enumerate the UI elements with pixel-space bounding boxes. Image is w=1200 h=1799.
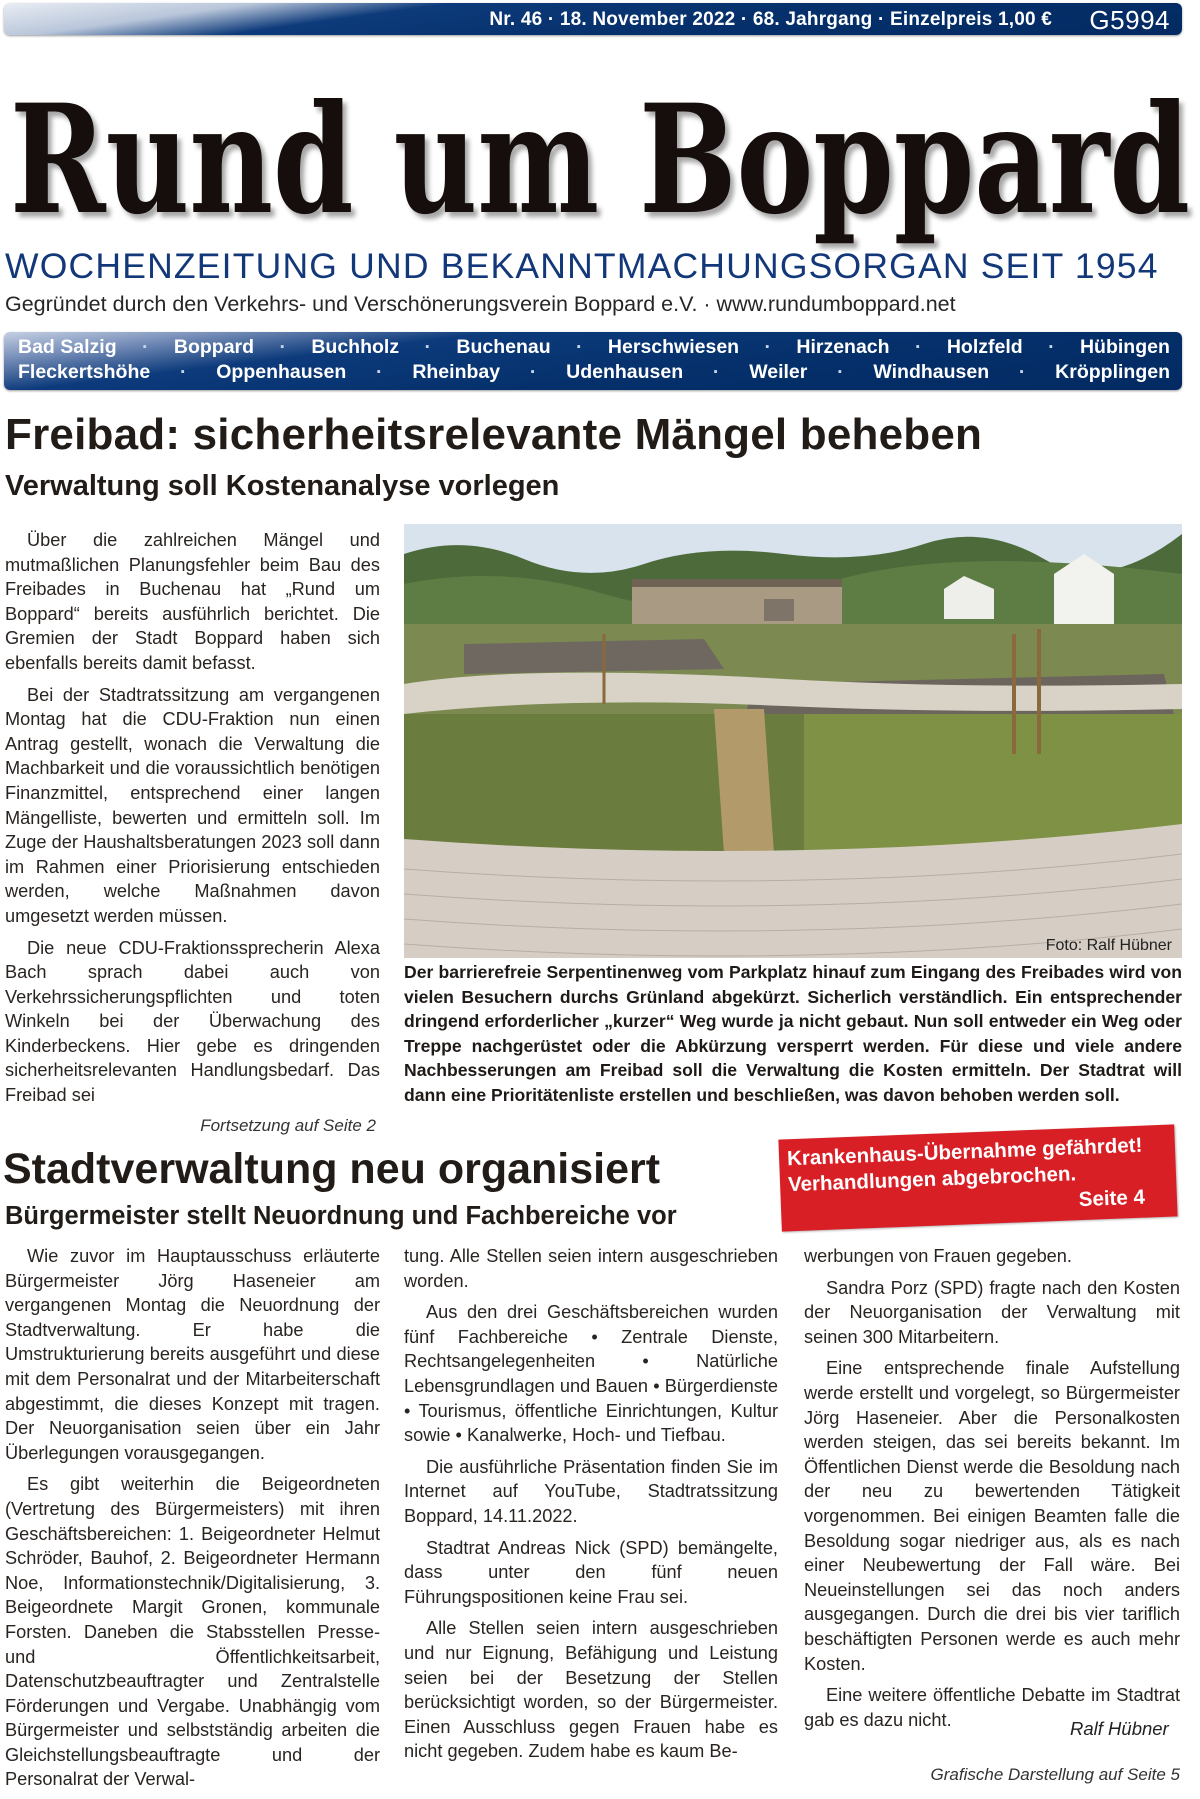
article1-body [5,528,380,1115]
separator: · [529,361,537,383]
article2-paragraph: Eine entsprechende finale Aufstellung werde erstellt und vorgelegt, so Bürgermeister Jörg Haseneier. Aber die Personalkosten werden steigen, das sei bereits bekannt. Im Öffentlichen Dienst werde die Besoldung nach der neu zu bewertenden Tätigkeit vorgenommen. Bei einigen Beamten falle die Besoldung sogar niedriger aus, als es nach einer Neubewertung der Fall wäre. Bei Neueinstellungen sei das noch anders ausgegangen. Durch die drei bis vier tariflich beschäftigten Personen werde es auch mehr Kosten. [804,1358,1180,1674]
places-row-2 [18,361,1170,384]
article2-paragraph: Wie zuvor im Hauptausschuss erläuterte Bürgermeister Jörg Haseneier am vergangenen Montag die Neuordnung der Stadtverwaltung. Er habe die Umstrukturierung bereits ausgeführt und diese mit dem Personalrat und der Mitarbeiterschaft abgestimmt, die dieses Konzept mit tragen. Der Neuorganisation seien über ein Jahr Überlegungen vorausgegangen. [5,1246,380,1463]
separator: · [142,336,149,358]
separator: · [837,361,844,383]
place-item: Weiler [749,361,808,383]
publication-code: G5994 [1089,5,1170,35]
place-item: Rheinbay [412,361,501,383]
places-row-1 [18,336,1170,359]
photo-credit: Foto: Ralf Hübner [1045,937,1172,954]
freibad-path-photo [404,524,1182,958]
place-item: Hirzenach [796,336,890,358]
article2-headline: Stadtverwaltung neu organisiert [3,1145,661,1193]
teaser-page-ref: Seite 4 [1078,1185,1146,1212]
masthead-title: Rund um Boppard [10,72,1190,248]
separator: · [712,361,720,383]
article2-column-1 [5,1244,380,1799]
masthead-logo-image [0,62,1200,252]
article1-photo [404,524,1182,958]
teaser-line-1: Krankenhaus-Übernahme gefährdet! [786,1133,1143,1171]
article2-paragraph: Die ausführliche Präsentation finden Sie im Internet auf YouTube, Stadtratssitzung Boppard, 14.11.2022. [404,1456,778,1526]
founded-line: Gegründet durch den Verkehrs- und Verschönerungsverein Boppard e.V. · www.rundumboppard.net [5,292,956,316]
article2-paragraph: Stadtrat Andreas Nick (SPD) bemängelte, dass unter den fünf neuen Führungspositionen keine Frau sei. [404,1537,778,1607]
article2-column-3 [804,1244,1180,1739]
teaser-box[interactable] [778,1124,1177,1231]
issue-info: Nr. 46 · 18. November 2022 · 68. Jahrgang · Einzelpreis 1,00 € [489,9,1052,30]
photo-caption: Der barrierefreie Serpentinenweg vom Parkplatz hinauf zum Eingang des Freibades wird von vielen Besuchern durchs Grünland abgekürzt. Sicherlich verständlich. Ein entsprechender dringend erforderlicher „kurzer“ Weg wurde ja nicht gebaut. Nun soll entweder ein Weg oder Treppe nachgerüstet oder die Abkürzung versperrt werden. Für diese und viele andere Nachbesserungen am Freibad soll die Verwaltung die Kosten ermitteln. Der Stadtrat will dann eine Prioritätenliste erstellen und beschließen, was davon behoben werden soll. [404,962,1182,1105]
separator: · [376,361,383,383]
place-item: Boppard [173,336,255,358]
graphic-reference: Grafische Darstellung auf Seite 5 [930,1765,1180,1784]
place-item: Hübingen [1079,336,1170,358]
separator: · [576,336,583,358]
place-item: Udenhausen [566,361,684,383]
author-byline: Ralf Hübner [1070,1718,1169,1739]
article2-paragraph: Sandra Porz (SPD) fragte nach den Kosten der Neuorganisation der Verwaltung mit seinen 300 Mitarbeitern. [804,1277,1180,1347]
article2-paragraph: Aus den drei Geschäftsbereichen wurden fünf Fachbereiche • Zentrale Dienste, Rechtsangelegenheiten • Natürliche Lebensgrundlagen und Bauen • Bürgerdienste • Tourismus, öffentliche Einrichtungen, Kultur sowie • Kanalwerke, Hoch- und Tiefbau. [404,1302,778,1446]
place-item: Windhausen [873,361,990,383]
place-item: Herschwiesen [607,336,740,358]
place-item: Buchholz [311,336,400,358]
article1-subheadline: Verwaltung soll Kostenanalyse vorlegen [5,470,560,502]
separator: · [424,336,431,358]
article1-paragraph: Über die zahlreichen Mängel und mutmaßlichen Planungsfehler beim Bau des Freibades in Buchenau hat „Rund um Boppard“ bereits ausführlich berichtet. Die Gremien der Stadt Boppard haben sich ebenfalls bereits damit befasst. [5,530,380,673]
place-item: Kröpplingen [1055,361,1170,383]
place-item: Bad Salzig [18,336,117,358]
masthead-logo [0,62,1200,252]
separator: · [279,336,286,358]
article2-paragraph: tung. Alle Stellen seien intern ausgeschrieben worden. [404,1246,778,1291]
separator: · [764,336,771,358]
article2-subheadline: Bürgermeister stellt Neuordnung und Fachbereiche vor [5,1202,677,1230]
place-item: Holzfeld [946,336,1023,358]
place-item: Fleckertshöhe [18,361,151,383]
tagline: WOCHENZEITUNG UND BEKANNTMACHUNGSORGAN SEIT 1954 [5,246,1159,286]
issue-bar [4,3,1182,35]
article2-paragraph: Es gibt weiterhin die Beigeordneten (Vertretung des Bürgermeisters) mit ihren Geschäftsbereichen: 1. Beigeordneter Helmut Schröder, Bauhof, 2. Beigeordneter Hermann Noe, Informationstechnik/Digitalisierung, 3. Beigeordnete Margit Gronen, kommunale Forsten. Daneben die Stabsstellen Presse- und Öffentlichkeitsarbeit, Datenschutzbeauftragter und Zentralstelle Förderungen und Vergabe. Unabhängig vom Bürgermeister und selbstständig arbeiten die Gleichstellungsbeauftragte und der Personalrat der Verwal- [5,1474,380,1790]
separator: · [914,336,922,358]
article1-paragraph: Die neue CDU-Fraktionssprecherin Alexa Bach sprach dabei auch von Verkehrssicherungspflichten und toten Winkeln bei der Überwachung des Kinderbeckens. Hier gebe es dringenden sicherheitsrelevanten Handlungsbedarf. Das Freibad sei [5,937,380,1106]
article2-column-2 [404,1244,778,1771]
separator: · [1048,336,1055,358]
places-bar [4,332,1182,390]
place-item: Oppenhausen [216,361,347,383]
article2-paragraph: werbungen von Frauen gegeben. [804,1246,1072,1266]
place-item: Buchenau [456,336,551,358]
article1-paragraph: Bei der Stadtratssitzung am vergangenen Montag hat die CDU-Fraktion nun einen Antrag gestellt, wonach die Verwaltung die Machbarkeit und die voraussichtlich benötigen Finanzmittel, entsprechend einer langen Mängelliste, bewerten und ermitteln soll. Im Zuge der Haushaltsberatungen 2023 soll dann im Rahmen einer Priorisierung entschieden werden, welche Maßnahmen davon umgesetzt werden müssen. [5,684,380,926]
article1-headline: Freibad: sicherheitsrelevante Mängel beheben [5,410,983,459]
continuation-note: Fortsetzung auf Seite 2 [200,1116,376,1135]
article2-paragraph: Alle Stellen seien intern ausgeschrieben und nur Eignung, Befähigung und Leistung seien bei der Besetzung der Stellen berücksichtigt worden, so der Bürgermeister. Einen Ausschluss gegen Frauen habe es nicht gegeben. Zudem habe es kaum Be- [404,1618,778,1762]
separator: · [179,361,187,383]
teaser-line-2: Verhandlungen abgebrochen. [787,1162,1077,1197]
separator: · [1018,361,1026,383]
article2-paragraph: Eine weitere öffentliche Debatte im Stadtrat gab es dazu nicht. [804,1685,1180,1730]
